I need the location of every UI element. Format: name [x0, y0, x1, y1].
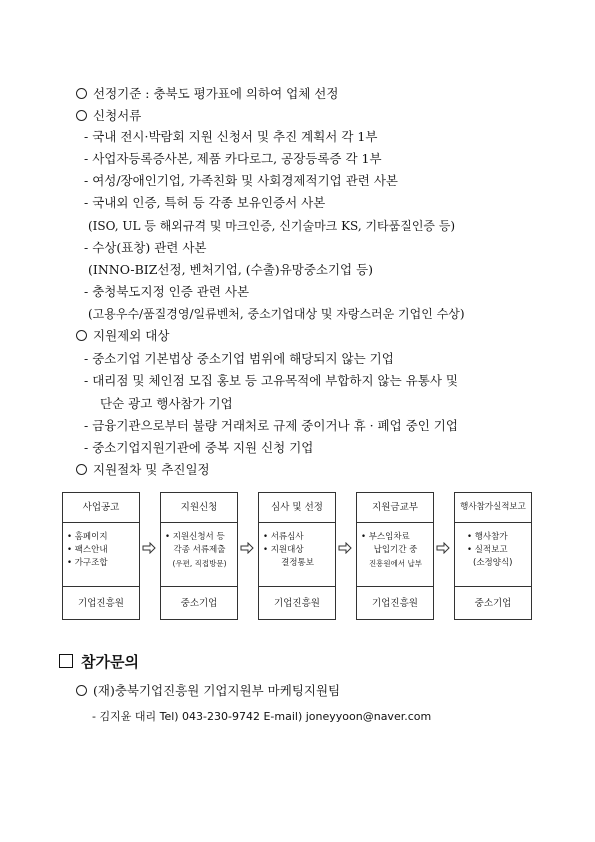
exclusion-item-2-cont: 단순 광고 행사참가 기업 [100, 396, 233, 411]
flow-step-item: • 지원대상 [263, 545, 304, 555]
flow-step-review [258, 492, 336, 620]
procedure-heading-text: 지원절차 및 추진일정 [93, 462, 210, 477]
doc-item-4-detail: (ISO, UL 등 해외규격 및 마크인증, 신기술마크 KS, 기타품질인증 등) [88, 219, 456, 233]
arrow-right-icon [142, 542, 156, 554]
exclusion-item-2: - 대리점 및 체인점 모집 홍보 등 고유목적에 부합하지 않는 유통사 및 [84, 373, 458, 388]
inquiry-org [76, 683, 340, 699]
circle-bullet-icon [76, 330, 87, 341]
flow-step-title: 지원신청 [161, 493, 237, 523]
flow-step-owner: 기업진흥원 [372, 598, 418, 609]
flow-step-item: (소정양식) [473, 558, 513, 568]
doc-item-2: - 사업자등록증사본, 제품 카다로그, 공장등록증 각 1부 [84, 151, 382, 166]
criteria-text: 선정기준 : 충북도 평가표에 의하여 업체 선정 [93, 86, 339, 101]
flow-step-item: 납입기간 중 [373, 545, 418, 555]
doc-item-5-detail: (INNO-BIZ선정, 벤처기업, (수출)유망중소기업 등) [88, 262, 374, 277]
flow-step-item: 각종 서류제출 [173, 545, 226, 555]
flow-step-application [160, 492, 238, 620]
flow-step-item: • 서류심사 [263, 532, 304, 542]
doc-item-6-detail: (고용우수/품질경영/일류벤처, 중소기업대상 및 자랑스러운 기업인 수상) [88, 307, 465, 321]
flow-step-grant [356, 492, 434, 620]
square-bullet-icon [59, 654, 73, 668]
arrow-right-icon [436, 542, 450, 554]
circle-bullet-icon [76, 685, 87, 696]
flow-step-owner: 기업진흥원 [274, 598, 320, 609]
flow-step-title: 사업공고 [63, 493, 139, 523]
flow-step-item: • 홈페이지 [67, 532, 108, 542]
doc-item-1: - 국내 전시·박람회 지원 신청서 및 추진 계획서 각 1부 [84, 129, 378, 144]
flow-step-title: 행사참가실적보고 [455, 493, 531, 523]
flow-step-owner: 중소기업 [474, 598, 512, 609]
flow-step-item: (우편, 직접방문) [172, 559, 227, 568]
doc-item-4: - 국내외 인증, 특허 등 각종 보유인증서 사본 [84, 195, 326, 210]
flow-step-announcement [62, 492, 140, 620]
inquiry-heading [59, 651, 139, 672]
arrow-right-icon [240, 542, 254, 554]
procedure-heading [76, 462, 210, 478]
inquiry-contact: - 김지윤 대리 Tel) 043-230-9742 E-mail) joneyyoon@naver.com [92, 710, 432, 723]
doc-item-3: - 여성/장애인기업, 가족친화 및 사회경제적기업 관련 사본 [84, 173, 398, 188]
exclusion-item-4: - 중소기업지원기관에 중복 지원 신청 기업 [84, 440, 314, 455]
flow-step-item: 진흥원에서 납부 [368, 559, 423, 568]
inquiry-org-text: (재)충북기업진흥원 기업지원부 마케팅지원팀 [93, 683, 341, 698]
circle-bullet-icon [76, 464, 87, 475]
flow-step-items [357, 523, 433, 587]
inquiry-heading-text: 참가문의 [81, 653, 139, 671]
exclusion-item-1: - 중소기업 기본법상 중소기업 범위에 해당되지 않는 기업 [84, 351, 394, 366]
arrow-right-icon [338, 542, 352, 554]
doc-item-5: - 수상(표창) 관련 사본 [84, 240, 207, 255]
documents-heading [76, 108, 141, 124]
flow-step-items [455, 523, 531, 587]
flow-step-owner: 기업진흥원 [78, 598, 124, 609]
procedure-flow [62, 492, 550, 622]
flow-step-item: 결정통보 [281, 558, 314, 568]
criteria-line [76, 86, 338, 102]
circle-bullet-icon [76, 110, 87, 121]
flow-step-item: • 가구조합 [67, 558, 108, 568]
flow-step-title: 지원금교부 [357, 493, 433, 523]
flow-step-title: 심사 및 선정 [259, 493, 335, 523]
flow-step-items [259, 523, 335, 587]
documents-heading-text: 신청서류 [93, 108, 142, 123]
flow-step-item: • 행사참가 [467, 532, 508, 542]
flow-step-report [454, 492, 532, 620]
exclusion-heading [76, 328, 169, 344]
flow-step-item: • 지원신청서 등 [165, 532, 225, 542]
flow-step-items [161, 523, 237, 587]
flow-step-item: • 팩스안내 [67, 545, 108, 555]
circle-bullet-icon [76, 88, 87, 99]
exclusion-item-3: - 금융기관으로부터 불량 거래처로 규제 중이거나 휴 · 폐업 중인 기업 [84, 418, 458, 433]
flow-step-item: • 실적보고 [467, 545, 508, 555]
doc-item-6: - 충청북도지정 인증 관련 사본 [84, 284, 250, 299]
flow-step-owner: 중소기업 [180, 598, 218, 609]
flow-step-items [63, 523, 139, 587]
flow-step-item: • 부스임차료 [361, 532, 410, 542]
exclusion-heading-text: 지원제외 대상 [93, 328, 170, 343]
